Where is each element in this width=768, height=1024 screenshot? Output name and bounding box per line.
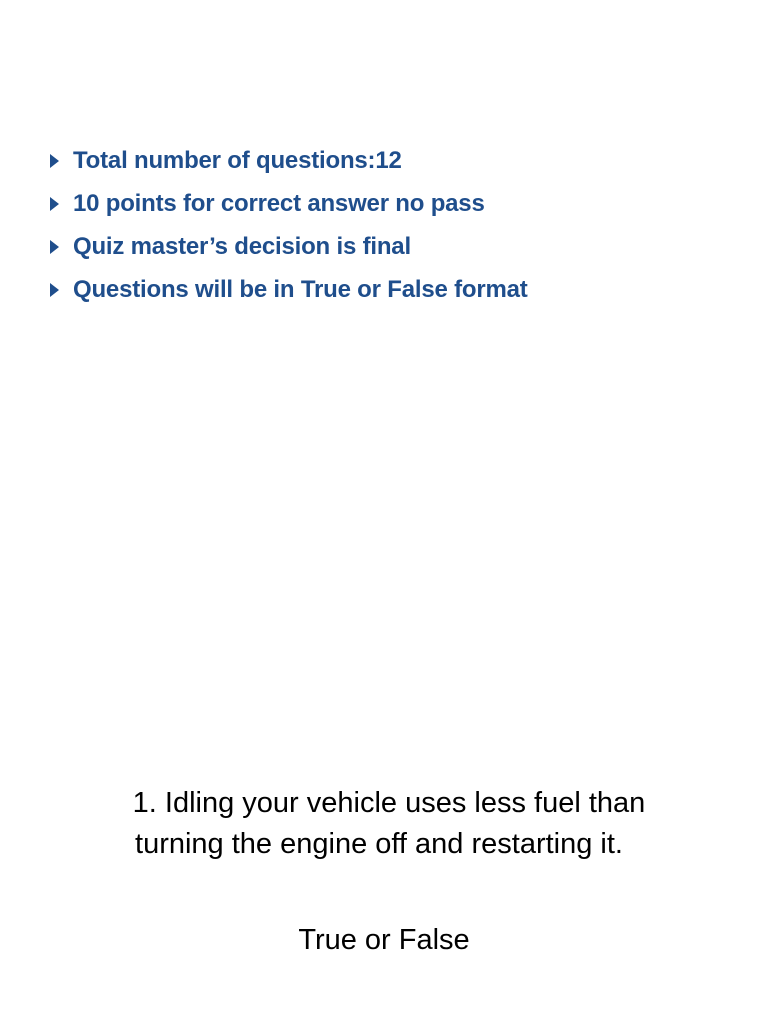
rule-text: Total number of questions:12 <box>73 146 402 174</box>
triangle-bullet-icon <box>50 197 59 211</box>
rule-item <box>46 139 528 182</box>
rule-item <box>46 225 528 268</box>
rule-text: Quiz master’s decision is final <box>73 232 411 260</box>
question-text <box>0 783 768 865</box>
question-line-2: turning the engine off and restarting it. <box>135 828 623 860</box>
triangle-bullet-icon <box>50 154 59 168</box>
rule-text: Questions will be in True or False format <box>73 275 528 303</box>
answer-format-text: True or False <box>298 924 470 956</box>
rule-text: 10 points for correct answer no pass <box>73 189 485 217</box>
triangle-bullet-icon <box>50 240 59 254</box>
triangle-bullet-icon <box>50 283 59 297</box>
rule-item <box>46 182 528 225</box>
quiz-rules-list <box>46 139 528 311</box>
question-line-1: 1. Idling your vehicle uses less fuel than <box>132 787 646 819</box>
rule-item <box>46 268 528 311</box>
